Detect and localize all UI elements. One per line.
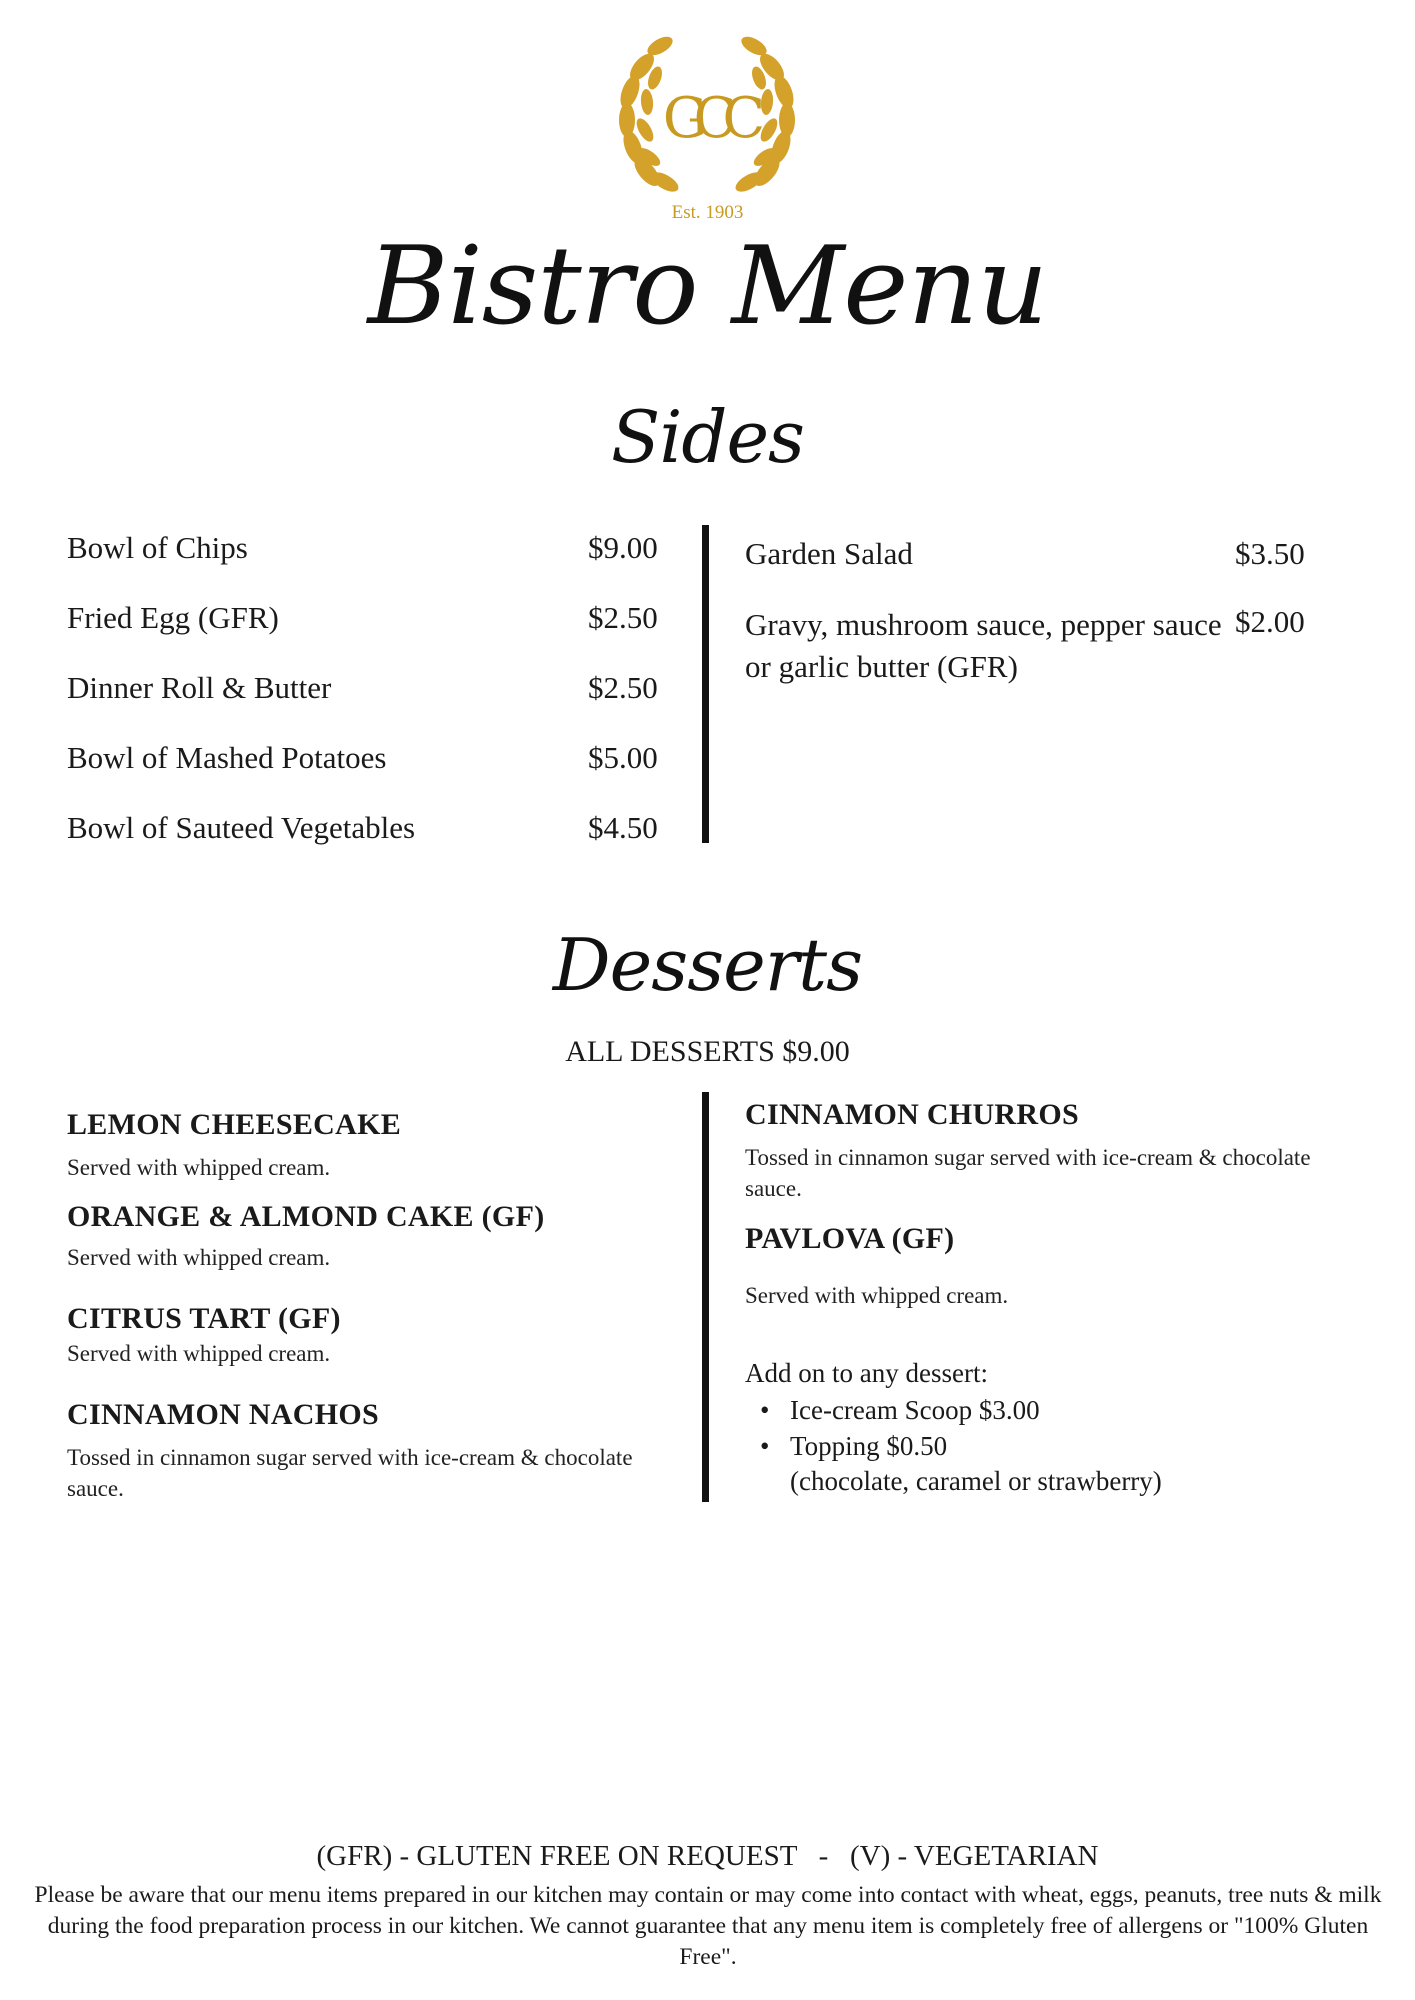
side-item-name: Gravy, mushroom sauce, pepper sauce or garlic butter (GFR) <box>745 607 1222 684</box>
dessert-name: CINNAMON NACHOS <box>67 1398 379 1431</box>
addon-item: • Ice-cream Scoop $3.00 <box>745 1392 1040 1428</box>
dessert-description: Served with whipped cream. <box>67 1341 331 1366</box>
side-item-price: $4.50 <box>588 810 658 845</box>
dessert-name: LEMON CHEESECAKE <box>67 1108 402 1141</box>
logo-monogram: GCC <box>662 86 752 151</box>
page-title: Bistro Menu <box>367 224 1048 349</box>
club-logo <box>607 22 807 232</box>
side-item-price: $2.50 <box>588 670 658 705</box>
side-item-name: Bowl of Mashed Potatoes <box>67 740 387 775</box>
desserts-heading: Desserts <box>552 923 863 1007</box>
dessert-description: Tossed in cinnamon sugar served with ice-cream & chocolate sauce. <box>745 1145 1311 1201</box>
column-divider <box>702 1092 709 1502</box>
side-item-name: Dinner Roll & Butter <box>67 670 332 705</box>
dessert-name: CITRUS TART (GF) <box>67 1302 341 1335</box>
dessert-description: Served with whipped cream. <box>67 1155 331 1180</box>
sides-heading: Sides <box>611 395 804 479</box>
side-item-price: $9.00 <box>588 530 658 565</box>
side-item-price: $5.00 <box>588 740 658 775</box>
dessert-description: Served with whipped cream. <box>745 1283 1009 1308</box>
allergen-disclaimer: Please be aware that our menu items prepared in our kitchen may contain or may come into contact with wheat, eggs, peanuts, tree nuts & milk during the food preparation process in our kitchen. We cannot guarantee that any menu item is completely free of allergens or "100% Gluten Free". <box>34 1882 1382 1970</box>
dessert-description: Tossed in cinnamon sugar served with ice-cream & chocolate sauce. <box>67 1445 633 1501</box>
established-text: Est. 1903 <box>671 202 744 223</box>
column-divider <box>702 525 709 843</box>
addon-item: • Topping $0.50 <box>745 1428 1040 1464</box>
addon-title: Add on to any dessert: <box>745 1358 988 1388</box>
all-desserts-price: ALL DESSERTS $9.00 <box>565 1035 850 1068</box>
addon-list <box>745 1392 1040 1464</box>
side-item-name: Fried Egg (GFR) <box>67 600 279 635</box>
dessert-name: CINNAMON CHURROS <box>745 1098 1079 1131</box>
topping-options: (chocolate, caramel or strawberry) <box>790 1466 1162 1496</box>
side-item-price: $3.50 <box>1235 536 1305 571</box>
dessert-description: Served with whipped cream. <box>67 1245 331 1270</box>
dessert-name: ORANGE & ALMOND CAKE (GF) <box>67 1200 545 1233</box>
side-item-name: Bowl of Chips <box>67 530 248 565</box>
side-item-price: $2.50 <box>588 600 658 635</box>
dessert-name: PAVLOVA (GF) <box>745 1222 955 1255</box>
side-item-price: $2.00 <box>1235 604 1305 639</box>
side-item-name: Garden Salad <box>745 536 913 571</box>
dietary-legend: (GFR) - GLUTEN FREE ON REQUEST - (V) - VEGETARIAN <box>316 1840 1099 1872</box>
side-item-name: Bowl of Sauteed Vegetables <box>67 810 416 845</box>
